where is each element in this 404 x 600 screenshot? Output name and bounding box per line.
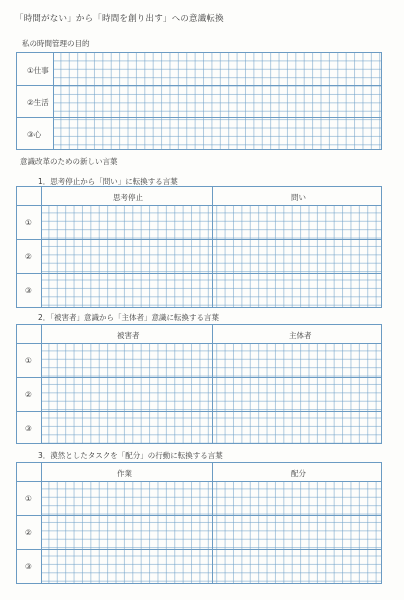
- row-divider: [17, 273, 381, 274]
- row-number-1: ①: [25, 356, 32, 365]
- row-number-2: ②: [25, 252, 32, 261]
- new-words-heading: 意識改革のための新しい言葉: [20, 157, 118, 166]
- row-divider: [17, 515, 381, 516]
- goal-table: [16, 52, 382, 150]
- goal-row-label-mind: ③心: [27, 130, 42, 139]
- column-header-right: 問い: [291, 193, 306, 202]
- section-1-title: 1．思考停止から「問い」に転換する言葉: [38, 177, 178, 186]
- section-1-table: [16, 186, 382, 308]
- section-3-table: [16, 462, 382, 584]
- goal-heading: 私の時間管理の目的: [22, 39, 90, 48]
- row-number-3: ③: [25, 286, 32, 295]
- row-number-1: ①: [25, 218, 32, 227]
- section-1-grid: [41, 205, 381, 307]
- section-2-grid: [41, 343, 381, 443]
- label-column-divider: [41, 325, 42, 443]
- row-divider: [17, 239, 381, 240]
- column-header-left: 被害者: [117, 331, 140, 340]
- page-title: 「時間がない」から「時間を創り出す」への意識転換: [15, 14, 224, 24]
- label-column-divider: [41, 463, 42, 583]
- goal-grid: [53, 53, 381, 149]
- header-divider: [17, 205, 381, 206]
- row-number-1: ①: [25, 494, 32, 503]
- section-2-table: [16, 324, 382, 444]
- center-divider: [212, 325, 213, 443]
- row-divider: [17, 117, 381, 118]
- row-divider: [17, 411, 381, 412]
- row-divider: [17, 549, 381, 550]
- column-header-left: 思考停止: [113, 193, 143, 202]
- goal-label-column: [53, 53, 54, 149]
- center-divider: [212, 463, 213, 583]
- column-header-left: 作業: [117, 469, 132, 478]
- goal-row-label-life: ②生活: [27, 98, 49, 107]
- label-column-divider: [41, 187, 42, 307]
- row-number-3: ③: [25, 562, 32, 571]
- section-2-title: 2．「被害者」意識から「主体者」意識に転換する言葉: [38, 313, 220, 322]
- row-divider: [17, 377, 381, 378]
- column-header-right: 主体者: [289, 331, 312, 340]
- column-header-right: 配分: [291, 469, 306, 478]
- row-number-2: ②: [25, 528, 32, 537]
- header-divider: [17, 481, 381, 482]
- row-number-3: ③: [25, 424, 32, 433]
- center-divider: [212, 187, 213, 307]
- section-3-grid: [41, 481, 381, 583]
- section-3-title: 3．漠然としたタスクを「配分」の行動に転換する言葉: [38, 451, 223, 460]
- row-number-2: ②: [25, 390, 32, 399]
- row-divider: [17, 85, 381, 86]
- header-divider: [17, 343, 381, 344]
- goal-row-label-work: ①仕事: [27, 66, 49, 75]
